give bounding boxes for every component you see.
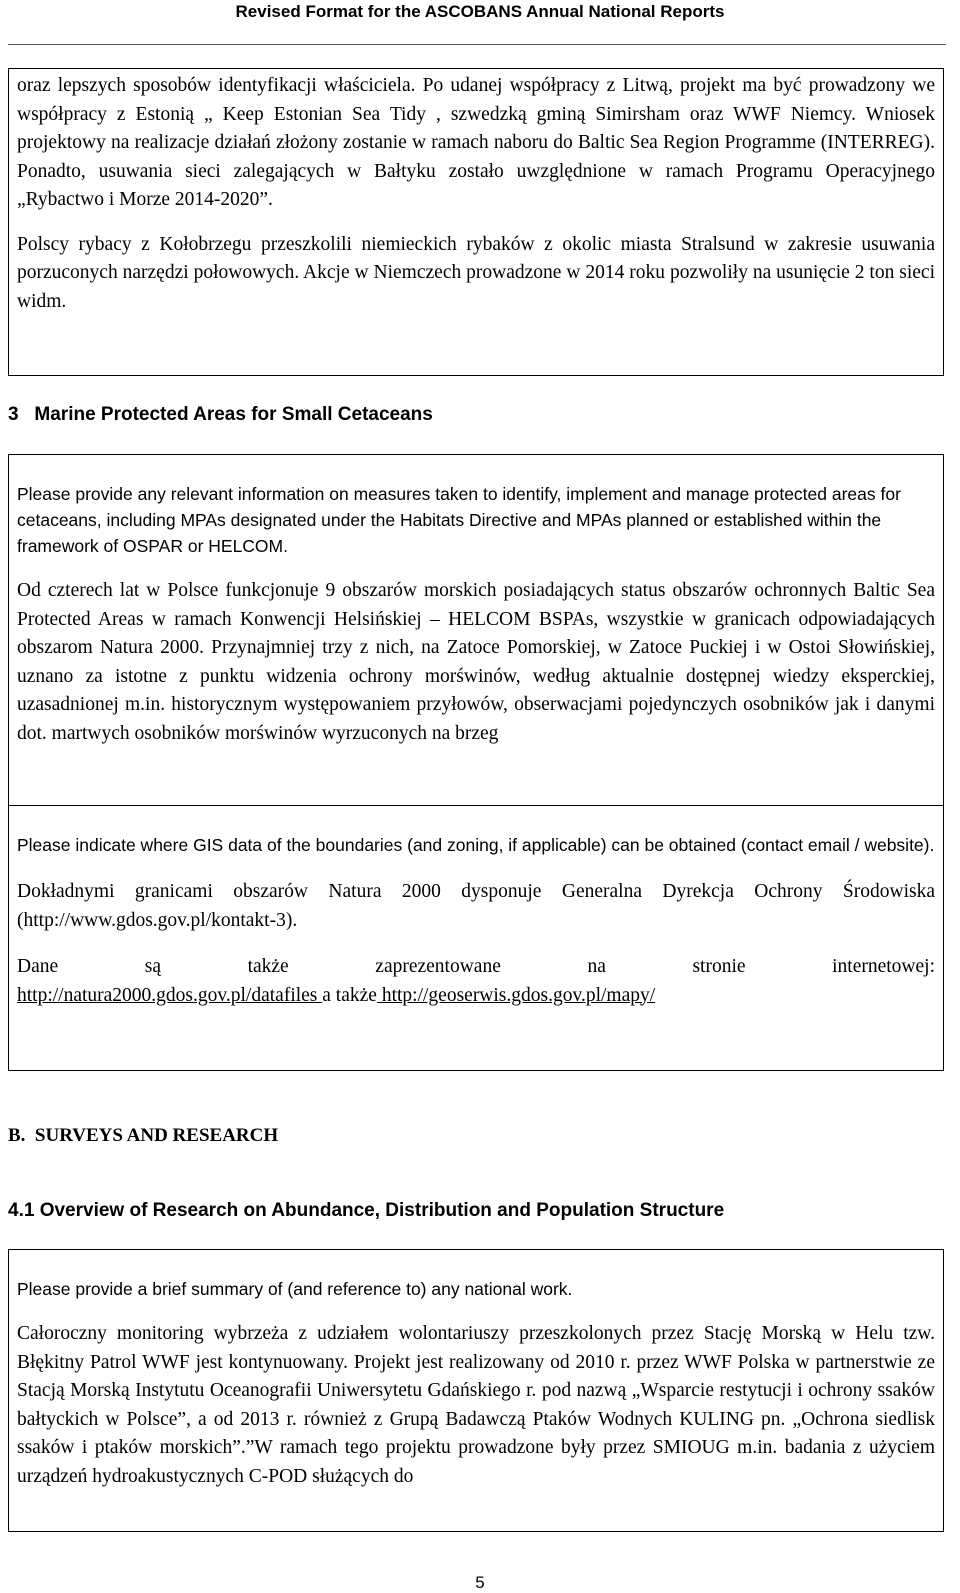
mpa-question: Please provide any relevant information on measures taken to identify, implement and manage protected areas for cetaceans, including MPAs designated under the Habitats Directive and MPAs planned or established within the framework of OSPAR or HELCOM. (17, 484, 901, 556)
link-connector: a także (322, 984, 377, 1006)
section-4-1-heading: 4.1 Overview of Research on Abundance, Distribution and Population Structure (8, 1200, 725, 1221)
natura2000-datafiles-link[interactable]: http://natura2000.gdos.gov.pl/datafiles (17, 984, 323, 1006)
research-question-box (8, 1249, 944, 1532)
section-b-heading: B. SURVEYS AND RESEARCH (8, 1125, 279, 1146)
gis-question-box (8, 805, 944, 1071)
mpa-answer: Od czterech lat w Polsce funkcjonuje 9 obszarów morskich posiadających status obszarów ochronnych Baltic Sea Protected Areas w ramach Konwencji Helsińskiej – HELCOM BSPAs, wszystkie w granicach odpowiadających obszarom Natura 2000. Przynajmniej trzy z nich, na Zatoce Pomorskiej, w Zatoce Puckiej i w Ostoi Słowińskiej, uznano za istotne z punktu widzenia ochrony morświnów, według aktualnie dostępnej wiedzy eksperckiej, uzasadnionej m.in. historycznym występowaniem przyłowów, obserwacjami pojedynczych osobników jak i danymi dot. martwych osobników morświnów wyrzuconych na brzeg (17, 580, 935, 744)
mpa-question-box (8, 454, 944, 806)
page-number: 5 (475, 1573, 485, 1592)
research-question: Please provide a brief summary of (and reference to) any national work. (17, 1279, 573, 1299)
box1-paragraph-2: Polscy rybacy z Kołobrzegu przeszkolili niemieckich rybaków z okolic miasta Stralsund w zakresie usuwania porzuconych narzędzi połowowych. Akcje w Niemczech prowadzone w 2014 roku pozwoliły na usunięcie 2 ton sieci widm. (17, 233, 935, 312)
research-answer: Całoroczny monitoring wybrzeża z udziałem wolontariuszy przeszkolonych przez Stację Morską w Helu tzw. Błękitny Patrol WWF jest kontynuowany. Projekt jest realizowany od 2010 r. przez WWF Polska w partnerstwie ze Stacją Morską Instytutu Oceanografii Uniwersytetu Gdańskiego r. pod nazwą „Wsparcie restytucji i ochrony ssaków bałtyckich w Polsce”, a od 2013 r. również z Grupą Badawczą Ptaków Wodnych KULING pn. „Ochrona siedlisk ssaków i ptaków morskich”.”W ramach tego projektu prowadzone były przez SMIOUG m.in. badania z użyciem urządzeń hydroakustycznych C-POD służących do (17, 1323, 935, 1487)
geoserwis-map-link[interactable]: http://geoserwis.gdos.gov.pl/mapy/ (376, 984, 656, 1006)
header-rule (8, 44, 946, 45)
continued-answer-box (8, 68, 944, 376)
section-3-heading: 3 Marine Protected Areas for Small Cetaceans (8, 404, 433, 425)
gis-answer-1: Dokładnymi granicami obszarów Natura 2000 dysponuje Generalna Dyrekcja Ochrony Środowiska (http://www.gdos.gov.pl/kontakt-3). (17, 881, 935, 931)
box1-paragraph-1: oraz lepszych sposobów identyfikacji właściciela. Po udanej współpracy z Litwą, projekt ma być prowadzony we współpracy z Estonią „ Keep Estonian Sea Tidy , szwedzką gminą Simirsham oraz WWF Niemcy. Wniosek projektowy na realizacje działań złożony zostanie w ramach naboru do Baltic Sea Region Programme (INTERREG). Ponadto, usuwania sieci zalegających w Bałtyku zostało uwzględnione w ramach Programu Operacyjnego „Rybactwo i Morze 2014-2020”. (17, 75, 935, 210)
document-header: Revised Format for the ASCOBANS Annual National Reports (235, 2, 725, 21)
gis-answer-2: Dane są także zaprezentowane na stronie internetowej: (17, 956, 935, 977)
gis-links-line (17, 982, 935, 1011)
gis-question: Please indicate where GIS data of the boundaries (and zoning, if applicable) can be obtained (contact email / website). (17, 835, 935, 855)
